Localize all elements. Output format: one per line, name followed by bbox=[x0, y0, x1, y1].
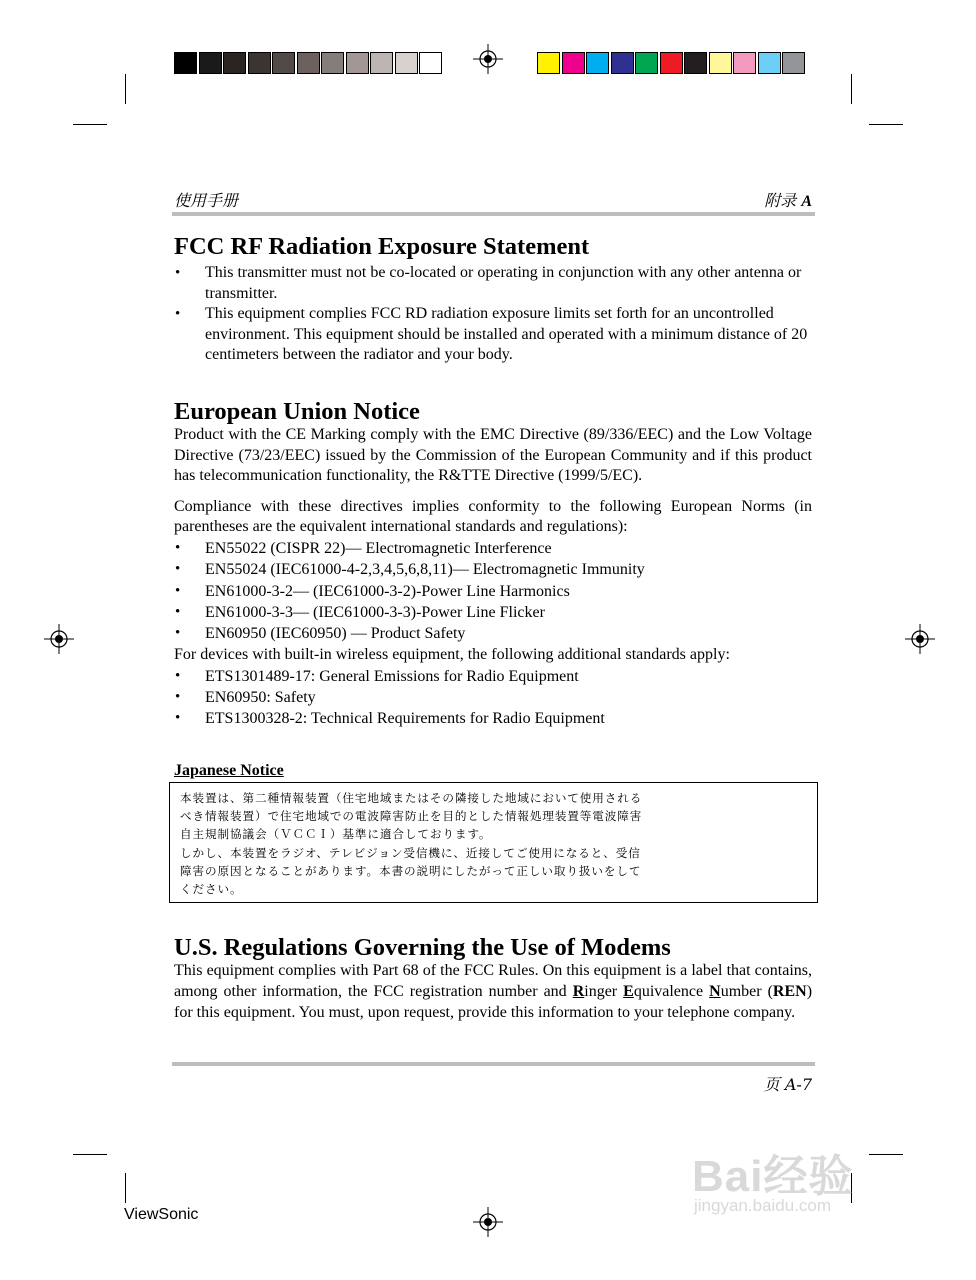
header-rule bbox=[172, 212, 815, 216]
list-item: • EN61000-3-3— (IEC61000-3-3)-Power Line Flicker bbox=[174, 602, 812, 623]
color-swatch bbox=[660, 52, 683, 74]
registration-mark-icon bbox=[473, 1207, 503, 1237]
eu-norms-list bbox=[174, 538, 812, 644]
page-number: 页 A-7 bbox=[763, 1075, 812, 1094]
fcc-bullet-list bbox=[174, 263, 812, 366]
color-swatch bbox=[709, 52, 732, 74]
brand-name: ViewSonic bbox=[124, 1206, 199, 1223]
header-manual-title: 使用手册 bbox=[174, 191, 239, 210]
color-swatch bbox=[782, 52, 805, 74]
list-item: • ETS1300328-2: Technical Requirements for Radio Equipment bbox=[174, 708, 812, 729]
color-swatch bbox=[635, 52, 658, 74]
equivalence-rest: quivalence bbox=[633, 982, 710, 1000]
crop-mark bbox=[125, 1173, 126, 1203]
ren-abbrev: REN bbox=[772, 982, 807, 1000]
registration-mark-icon bbox=[44, 624, 74, 654]
eu-heading: European Union Notice bbox=[174, 397, 420, 425]
color-swatch bbox=[346, 52, 369, 74]
list-item: • This equipment complies FCC RD radiation exposure limits set forth for an uncontrolled environment. This equipment should be installed and operated with a minimum distance of 20 centimeters between the radiator and your body. bbox=[174, 304, 812, 366]
crop-mark bbox=[851, 74, 852, 104]
crop-mark bbox=[125, 74, 126, 104]
color-swatch bbox=[370, 52, 393, 74]
grayscale-color-bar bbox=[174, 52, 444, 74]
running-header bbox=[174, 188, 812, 210]
color-swatch bbox=[199, 52, 222, 74]
process-color-bar bbox=[537, 52, 807, 74]
number-initial: N bbox=[709, 982, 721, 1000]
color-swatch bbox=[537, 52, 560, 74]
crop-mark bbox=[869, 124, 903, 125]
color-swatch bbox=[395, 52, 418, 74]
header-appendix-prefix: 附录 bbox=[764, 191, 797, 210]
list-item: • ETS1301489-17: General Emissions for Radio Equipment bbox=[174, 666, 812, 687]
us-text-b: ) for this equipment. You must, upon request, provide this information to your telephone company. bbox=[174, 982, 813, 1021]
color-swatch bbox=[174, 52, 197, 74]
header-appendix-letter: A bbox=[801, 193, 812, 210]
color-swatch bbox=[733, 52, 756, 74]
color-swatch bbox=[684, 52, 707, 74]
header-appendix-label bbox=[764, 188, 812, 211]
us-modem-heading: U.S. Regulations Governing the Use of Modems bbox=[174, 934, 671, 962]
crop-mark bbox=[869, 1154, 903, 1155]
watermark-main: Bai经验 bbox=[692, 1152, 854, 1201]
page-content bbox=[174, 232, 812, 1023]
list-item: • EN60950: Safety bbox=[174, 687, 812, 708]
equivalence-initial: E bbox=[623, 982, 634, 1000]
color-swatch bbox=[758, 52, 781, 74]
ringer-initial: R bbox=[572, 982, 585, 1000]
japanese-notice-box bbox=[169, 782, 818, 904]
wireless-intro: For devices with built-in wireless equipment, the following additional standards apply: bbox=[174, 646, 730, 664]
color-swatch bbox=[321, 52, 344, 74]
us-modem-paragraph bbox=[174, 961, 812, 1023]
color-swatch bbox=[297, 52, 320, 74]
registration-mark-icon bbox=[473, 44, 503, 74]
japanese-line: 自主規制協議会（ＶＣＣＩ）基準に適合しております。 bbox=[180, 827, 492, 842]
fcc-heading: FCC RF Radiation Exposure Statement bbox=[174, 233, 590, 260]
list-item: • EN55022 (CISPR 22)— Electromagnetic Interference bbox=[174, 538, 812, 559]
color-swatch bbox=[419, 52, 442, 74]
eu-paragraph-2: Compliance with these directives implies conformity to the following European Norms (in parentheses are the equivalent international standards and regulations): bbox=[174, 497, 812, 536]
crop-mark bbox=[73, 124, 107, 125]
list-item: • EN55024 (IEC61000-4-2,3,4,5,6,8,11)— Electromagnetic Immunity bbox=[174, 559, 812, 580]
eu-paragraph-1: Product with the CE Marking comply with the EMC Directive (89/336/EEC) and the Low Voltage Directive (73/23/EEC) issued by the Commission of the European Community and if this product has telecommunication functionality, the R&TTE Directive (1999/5/EC). bbox=[174, 425, 812, 485]
baidu-watermark bbox=[692, 1140, 854, 1215]
list-item: • EN61000-3-2— (IEC61000-3-2)-Power Line Harmonics bbox=[174, 581, 812, 602]
number-rest: umber ( bbox=[720, 982, 773, 1000]
crop-mark bbox=[73, 1154, 107, 1155]
wireless-list bbox=[174, 666, 812, 730]
registration-mark-icon bbox=[905, 624, 935, 654]
color-swatch bbox=[248, 52, 271, 74]
color-swatch bbox=[562, 52, 585, 74]
color-swatch bbox=[272, 52, 295, 74]
color-swatch bbox=[223, 52, 246, 74]
us-text-a: This equipment complies with Part 68 of the FCC Rules. On this equipment is a label that contains, among other information, the FCC registration number and bbox=[174, 962, 812, 1000]
japanese-line: 本装置は、第二種情報装置（住宅地域またはその隣接した地域において使用される bbox=[180, 790, 643, 805]
ringer-rest: inger bbox=[584, 982, 624, 1000]
color-swatch bbox=[586, 52, 609, 74]
list-item: • This transmitter must not be co-located or operating in conjunction with any other antenna or transmitter. bbox=[174, 263, 812, 304]
list-item: • EN60950 (IEC60950) — Product Safety bbox=[174, 623, 812, 644]
japanese-line: ください。 bbox=[180, 882, 243, 897]
japanese-line: べき情報装置）で住宅地域での電波障害防止を目的とした情報処理装置等電波障害 bbox=[180, 808, 643, 823]
japanese-line: しかし、本装置をラジオ、テレビジョン受信機に、近接してご使用になると、受信 bbox=[180, 845, 641, 860]
color-swatch bbox=[611, 52, 634, 74]
japanese-line: 障害の原因となることがあります。本書の説明にしたがって正しい取り扱いをして bbox=[180, 863, 642, 878]
watermark-url: jingyan.baidu.com bbox=[694, 1196, 832, 1215]
japanese-notice-heading: Japanese Notice bbox=[174, 761, 284, 779]
footer-rule bbox=[172, 1062, 815, 1066]
